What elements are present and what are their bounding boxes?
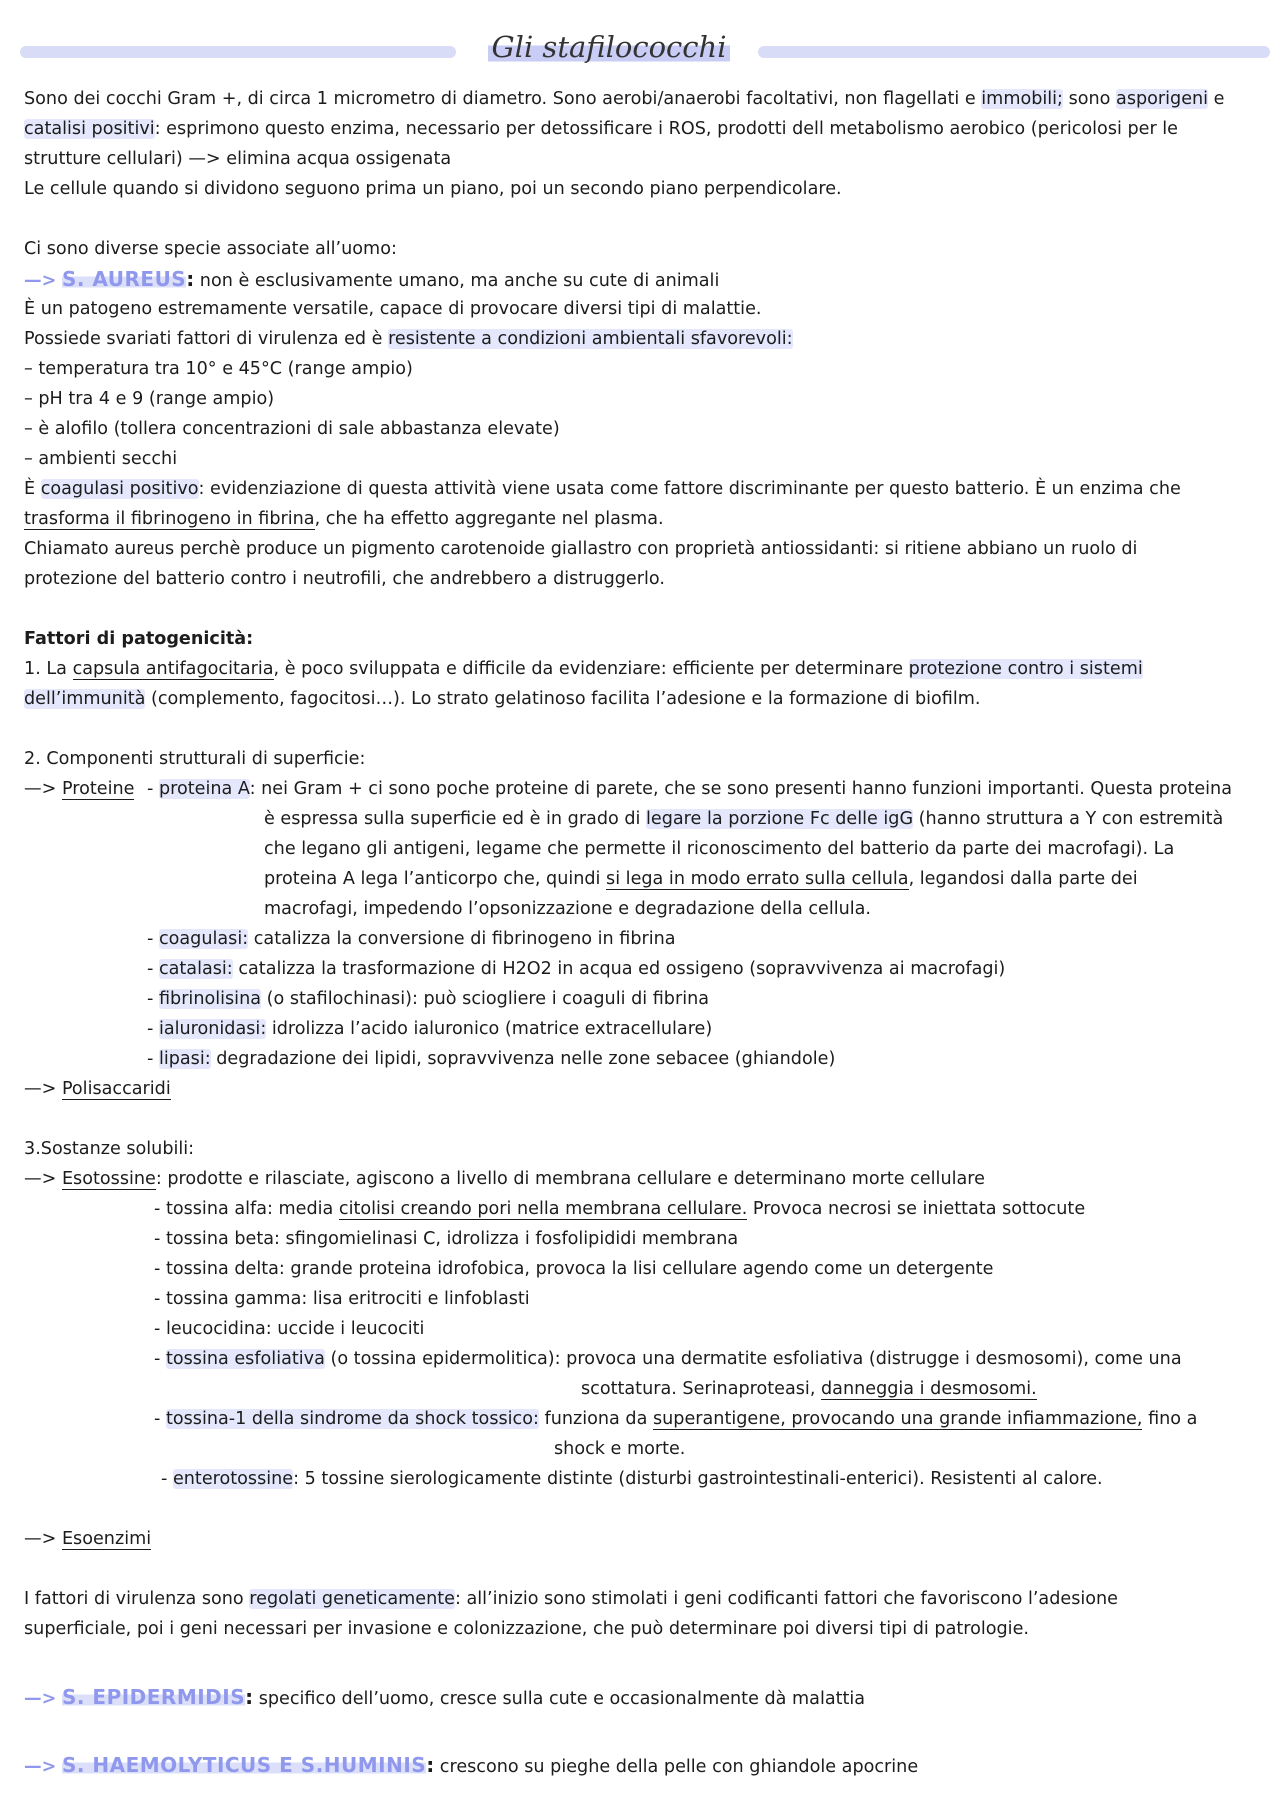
proteina-a-line-3: che legano gli antigeni, legame che permette il riconoscimento del batterio da parte dei macrofagi). La <box>264 839 1175 859</box>
section-2-heading: 2. Componenti strutturali di superficie: <box>24 749 366 769</box>
header-rule-right <box>758 46 1270 58</box>
arrow-icon: —> <box>24 271 57 291</box>
tossina-esfoliativa-2: scottatura. Serinaproteasi, danneggia i desmosomi. <box>581 1379 1037 1399</box>
tossina-esfoliativa: - tossina esfoliativa (o tossina epidermolitica): provoca una dermatite esfoliativa (distrugge i desmosomi), come una <box>154 1349 1182 1369</box>
tossina-shock-2: shock e morte. <box>554 1439 686 1459</box>
intro-line-3: strutture cellulari) —> elimina acqua ossigenata <box>24 149 452 169</box>
arrow-icon: —> <box>24 1689 57 1709</box>
proteina-a-line-5: macrofagi, impedendo l’opsonizzazione e degradazione della cellula. <box>264 899 872 919</box>
enzyme-lipasi: - lipasi: degradazione dei lipidi, sopravvivenza nelle zone sebacee (ghiandole) <box>147 1049 836 1069</box>
haemolyticus-heading: —> S. HAEMOLYTICUS E S.HUMINIS: crescono su pieghe della pelle con ghiandole apocrine <box>24 1753 919 1777</box>
proteine-line: —> Proteine - proteina A: nei Gram + ci sono poche proteine di parete, che se sono presenti hanno funzioni importanti. Questa proteina <box>24 779 1232 799</box>
hl-coagulasi-positivo: coagulasi positivo <box>40 479 199 499</box>
ul-proteine: Proteine <box>61 779 135 799</box>
hl-proteina-a: proteina A <box>158 779 250 799</box>
ul-fibrinogeno: trasforma il fibrinogeno in fibrina <box>24 509 315 529</box>
ul-citolisi: citolisi creando pori nella membrana cellulare. <box>338 1199 748 1219</box>
tossina-beta: - tossina beta: sfingomielinasi C, idrolizza i fosfolipididi membrana <box>154 1229 739 1249</box>
aureus-line-2: Possiede svariati fattori di virulenza ed è resistente a condizioni ambientali sfavorevoli: <box>24 329 793 349</box>
enterotossine: - enterotossine: 5 tossine sierologicamente distinte (disturbi gastrointestinali-enterici). Resistenti al calore. <box>161 1469 1103 1489</box>
aureus-bullet-4: – ambienti secchi <box>24 449 178 469</box>
ul-esotossine: Esotossine <box>61 1169 156 1189</box>
hl-regolati: regolati geneticamente <box>249 1589 455 1609</box>
ul-superantigene: superantigene, provocando una grande infiammazione, <box>652 1409 1143 1429</box>
ul-esoenzimi: Esoenzimi <box>61 1529 152 1549</box>
regolazione-line-1: I fattori di virulenza sono regolati geneticamente: all’inizio sono stimolati i geni codificanti fattori che favoriscono l’adesione <box>24 1589 1118 1609</box>
enzyme-coagulasi: - coagulasi: catalizza la conversione di fibrinogeno in fibrina <box>147 929 676 949</box>
capsula-line-1: 1. La capsula antifagocitaria, è poco sviluppata e difficile da evidenziare: efficiente per determinare protezione contro i sistemi <box>24 659 1143 679</box>
leucocidina: - leucocidina: uccide i leucociti <box>154 1319 425 1339</box>
aureus-bullet-3: – è alofilo (tollera concentrazioni di sale abbastanza elevate) <box>24 419 560 439</box>
intro-line-2: catalisi positivi: esprimono questo enzima, necessario per detossificare i ROS, prodotti dell metabolismo aerobico (pericolosi per le <box>24 119 1178 139</box>
esotossine-line: —> Esotossine: prodotte e rilasciate, agiscono a livello di membrana cellulare e determinano morte cellulare <box>24 1169 985 1189</box>
aureus-coagulasi-line: È coagulasi positivo: evidenziazione di questa attività viene usata come fattore discriminante per questo batterio. È un enzima che <box>24 479 1181 499</box>
intro-line-1: Sono dei cocchi Gram +, di circa 1 micrometro di diametro. Sono aerobi/anaerobi facoltativi, non flagellati e immobili; sono asporigeni e <box>24 89 1225 109</box>
hl-asporigeni: asporigeni <box>1116 89 1209 109</box>
section-3-heading: 3.Sostanze solubili: <box>24 1139 195 1159</box>
aureus-bullet-2: – pH tra 4 e 9 (range ampio) <box>24 389 275 409</box>
notes-body <box>24 84 1264 1780</box>
species-title-haemolyticus: S. HAEMOLYTICUS E S.HUMINIS <box>61 1753 427 1777</box>
ul-desmosomi: danneggia i desmosomi. <box>821 1379 1037 1399</box>
tossina-delta: - tossina delta: grande proteina idrofobica, provoca la lisi cellulare agendo come un detergente <box>154 1259 994 1279</box>
aureus-pigment-line-1: Chiamato aureus perchè produce un pigmento carotenoide giallastro con proprietà antiossidanti: si ritiene abbiano un ruolo di <box>24 539 1138 559</box>
polisaccaridi-line: —> Polisaccaridi <box>24 1079 171 1099</box>
ul-polisaccaridi: Polisaccaridi <box>61 1079 171 1099</box>
enzyme-ialuronidasi: - ialuronidasi: idrolizza l’acido ialuronico (matrice extracellulare) <box>147 1019 713 1039</box>
hl-protezione: protezione contro i sistemi <box>908 659 1143 679</box>
aureus-bullet-1: – temperatura tra 10° e 45°C (range ampio) <box>24 359 413 379</box>
intro-line-5: Ci sono diverse specie associate all’uomo: <box>24 239 397 259</box>
hl-immunita: dell’immunità <box>24 689 146 709</box>
hl-resistente: resistente a condizioni ambientali sfavorevoli: <box>388 329 793 349</box>
aureus-pigment-line-2: protezione del batterio contro i neutrofili, che andrebbero a distruggerlo. <box>24 569 665 589</box>
page-title: Gli stafilococchi <box>478 30 740 64</box>
intro-line-4: Le cellule quando si dividono seguono prima un piano, poi un secondo piano perpendicolare. <box>24 179 842 199</box>
arrow-icon: —> <box>24 1757 57 1777</box>
tossina-shock: - tossina-1 della sindrome da shock tossico: funziona da superantigene, provocando una grande infiammazione, fino a <box>154 1409 1198 1429</box>
ul-capsula: capsula antifagocitaria <box>72 659 274 679</box>
aureus-heading: —> S. AUREUS: non è esclusivamente umano, ma anche su cute di animali <box>24 267 720 291</box>
esoenzimi-line: —> Esoenzimi <box>24 1529 152 1549</box>
species-title-epidermidis: S. EPIDERMIDIS <box>61 1685 246 1709</box>
species-title-aureus: S. AUREUS <box>61 267 187 291</box>
tossina-gamma: - tossina gamma: lisa eritrociti e linfoblasti <box>154 1289 530 1309</box>
header-rule-left <box>20 46 456 58</box>
hl-fc-igg: legare la porzione Fc delle igG <box>646 809 914 829</box>
proteina-a-line-2: è espressa sulla superficie ed è in grado di legare la porzione Fc delle igG (hanno struttura a Y con estremità <box>264 809 1224 829</box>
hl-catalisi-positivi: catalisi positivi <box>24 119 155 139</box>
enzyme-catalasi: - catalasi: catalizza la trasformazione di H2O2 in acqua ed ossigeno (sopravvivenza ai macrofagi) <box>147 959 1006 979</box>
aureus-fibrina-line: trasforma il fibrinogeno in fibrina, che ha effetto aggregante nel plasma. <box>24 509 664 529</box>
hl-immobili: immobili; <box>981 89 1063 109</box>
epidermidis-heading: —> S. EPIDERMIDIS: specifico dell’uomo, cresce sulla cute e occasionalmente dà malattia <box>24 1685 866 1709</box>
page-header <box>0 30 1280 74</box>
aureus-line-1: È un patogeno estremamente versatile, capace di provocare diversi tipi di malattie. <box>24 299 762 319</box>
capsula-line-2: dell’immunità (complemento, fagocitosi…). Lo strato gelatinoso facilita l’adesione e la formazione di biofilm. <box>24 689 981 709</box>
ul-lega-errato: si lega in modo errato sulla cellula <box>606 869 909 889</box>
section-heading-fattori: Fattori di patogenicità: <box>24 629 254 649</box>
enzyme-fibrinolisina: - fibrinolisina (o stafilochinasi): può sciogliere i coaguli di fibrina <box>147 989 710 1009</box>
proteina-a-line-4: proteina A lega l’anticorpo che, quindi si lega in modo errato sulla cellula, legandosi dalla parte dei <box>264 869 1138 889</box>
regolazione-line-2: superficiale, poi i geni necessari per invasione e colonizzazione, che può determinare poi diversi tipi di patrologie. <box>24 1619 1029 1639</box>
tossina-alfa: - tossina alfa: media citolisi creando pori nella membrana cellulare. Provoca necrosi se iniettata sottocute <box>154 1199 1086 1219</box>
